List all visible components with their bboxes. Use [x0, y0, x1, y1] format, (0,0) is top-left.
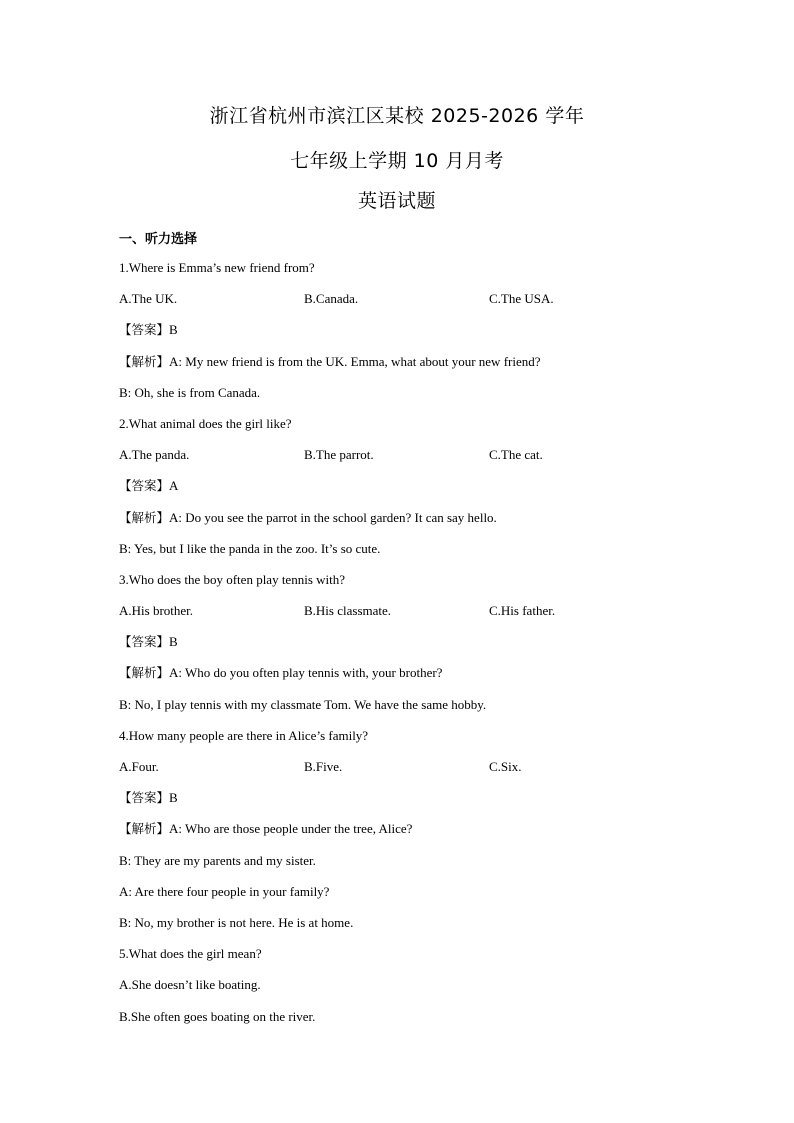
question-2-answer [119, 476, 719, 507]
question-4-option-c: C.Six. [489, 759, 522, 774]
analysis-text: A: Who do you often play tennis with, your brother? [169, 665, 443, 681]
question-1-option-c: C.The USA. [489, 291, 554, 307]
question-4-analysis-line-4: B: No, my brother is not here. He is at home. [119, 914, 354, 930]
answer-tag: 【答案】 [119, 634, 170, 650]
question-2-option-c: C.The cat. [489, 447, 543, 463]
question-3-text: 3.Who does the boy often play tennis with? [119, 571, 346, 587]
answer-value: A [169, 478, 179, 494]
question-5-text: 5.What does the girl mean? [119, 946, 262, 962]
analysis-tag: 【解析】 [119, 509, 170, 525]
question-2-analysis-line-1 [119, 508, 719, 539]
answer-value: B [169, 322, 178, 338]
question-4-analysis-line-2: B: They are my parents and my sister. [119, 852, 316, 868]
question-5-option-b: B.She often goes boating on the river. [119, 1008, 316, 1024]
question-3-analysis-line-2: B: No, I play tennis with my classmate Tom. We have the same hobby. [119, 696, 487, 712]
question-2-text: 2.What animal does the girl like? [119, 415, 292, 431]
section-heading-listening: 一、听力选择 [119, 232, 198, 247]
question-3-option-b: B.His classmate. [304, 603, 392, 619]
answer-value: B [169, 790, 178, 806]
analysis-tag: 【解析】 [119, 821, 170, 837]
question-1-analysis-line-2: B: Oh, she is from Canada. [119, 384, 261, 400]
answer-value: B [169, 634, 178, 650]
question-2-options [119, 445, 719, 476]
question-3-answer [119, 632, 719, 663]
exam-title-line-1: 浙江省杭州市滨江区某校 2025-2026 学年 [209, 105, 585, 127]
question-1-option-a: A.The UK. [119, 291, 178, 307]
question-4-option-b: B.Five. [304, 759, 343, 774]
question-3-option-c: C.His father. [489, 603, 556, 619]
question-1-answer [119, 320, 719, 351]
question-2-analysis-line-2: B: Yes, but I like the panda in the zoo. It’s so cute. [119, 540, 381, 556]
analysis-text: A: Do you see the parrot in the school garden? It can say hello. [169, 509, 497, 525]
question-4-text: 4.How many people are there in Alice’s family? [119, 727, 369, 743]
analysis-text: A: My new friend is from the UK. Emma, what about your new friend? [169, 353, 541, 369]
question-4-option-a: A.Four. [119, 759, 159, 774]
answer-tag: 【答案】 [119, 478, 170, 494]
question-1-text: 1.Where is Emma’s new friend from? [119, 260, 315, 275]
exam-title-line-2: 七年级上学期 10 月月考 [290, 150, 504, 172]
question-3-option-a: A.His brother. [119, 603, 194, 619]
analysis-text: A: Who are those people under the tree, Alice? [169, 821, 413, 837]
question-list [119, 258, 719, 1038]
question-4-analysis-line-1 [119, 819, 719, 850]
analysis-tag: 【解析】 [119, 353, 170, 369]
question-1-analysis-line-1 [119, 352, 719, 383]
question-4-options [119, 757, 719, 788]
question-5-option-a: A.She doesn’t like boating. [119, 977, 261, 993]
question-4-analysis-line-3: A: Are there four people in your family? [119, 883, 330, 899]
question-2-option-b: B.The parrot. [304, 447, 374, 463]
question-4-answer [119, 788, 719, 819]
question-3-options [119, 601, 719, 632]
question-1-option-b: B.Canada. [304, 291, 359, 307]
answer-tag: 【答案】 [119, 790, 170, 806]
answer-tag: 【答案】 [119, 322, 170, 338]
exam-subject-title: 英语试题 [357, 190, 436, 212]
question-1-options [119, 289, 719, 320]
question-3-analysis-line-1 [119, 663, 719, 694]
analysis-tag: 【解析】 [119, 665, 170, 681]
question-2-option-a: A.The panda. [119, 447, 190, 463]
